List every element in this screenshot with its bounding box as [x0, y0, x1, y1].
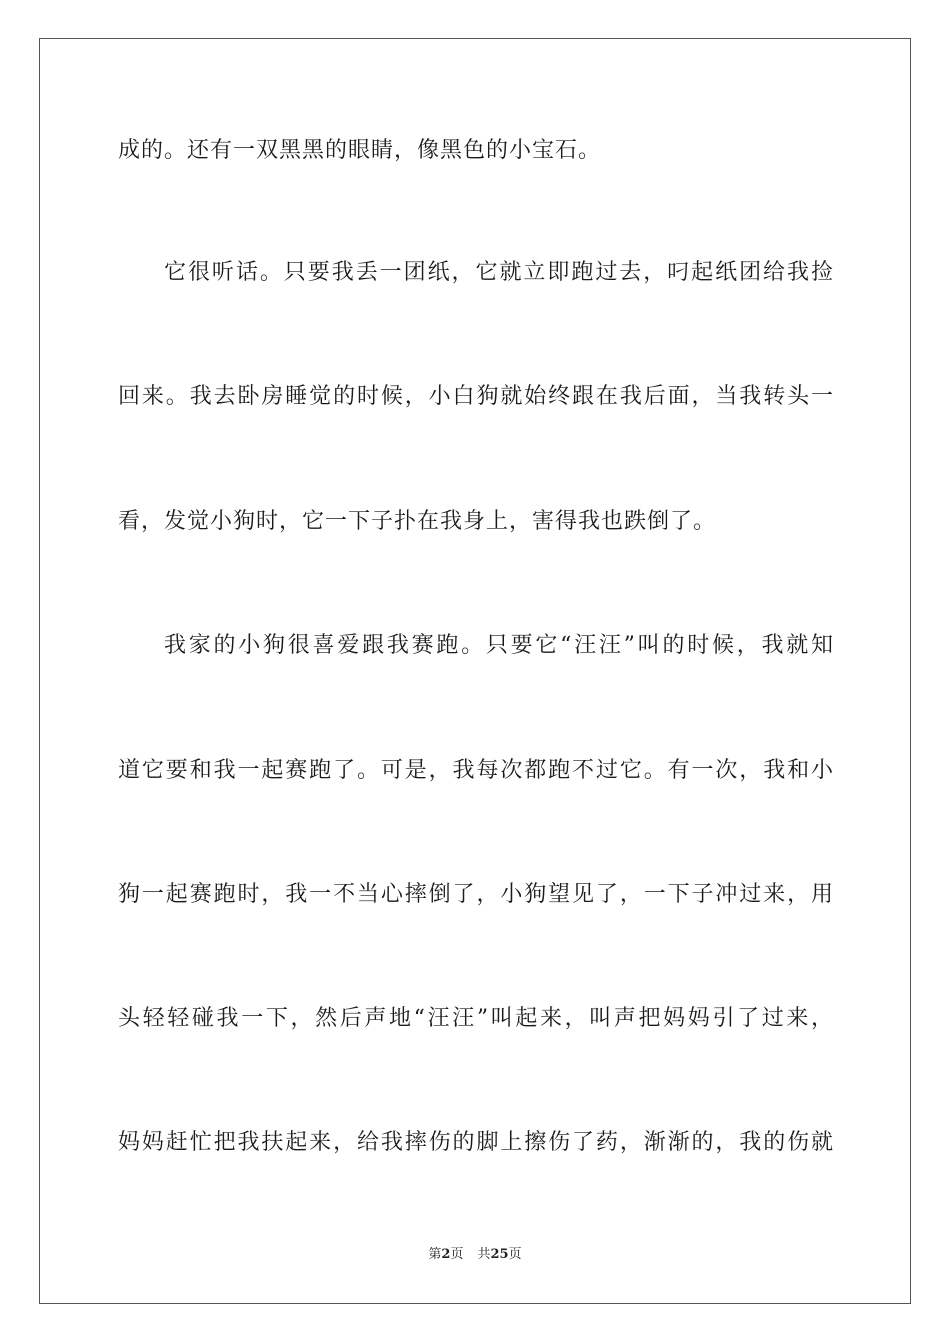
text-line-8: 头轻轻碰我一下，然后声地“汪汪”叫起来，叫声把妈妈引了过来， [118, 1006, 834, 1031]
total-suffix: 页 [508, 1247, 522, 1262]
paragraph-start-line-5: 我家的小狗很喜爱跟我赛跑。只要它“汪汪”叫的时候，我就知 [164, 633, 834, 658]
text-line-4: 看，发觉小狗时，它一下子扑在我身上，害得我也跌倒了。 [118, 509, 717, 534]
page-prefix: 第 [428, 1247, 442, 1262]
text-line-3: 回来。我去卧房睡觉的时候，小白狗就始终跟在我后面，当我转头一 [118, 384, 834, 409]
total-pages: 25 [490, 1247, 509, 1262]
page-footer [0, 1246, 950, 1264]
page-suffix: 页 [450, 1247, 464, 1262]
text-line-6: 道它要和我一起赛跑了。可是，我每次都跑不过它。有一次，我和小 [118, 758, 834, 783]
text-line-1: 成的。还有一双黑黑的眼睛，像黑色的小宝石。 [118, 138, 602, 163]
paragraph-start-line-2: 它很听话。只要我丢一团纸，它就立即跑过去，叼起纸团给我捡 [164, 260, 834, 285]
page-number: 2 [441, 1247, 451, 1262]
page-frame [39, 38, 911, 1304]
total-prefix: 共 [477, 1247, 491, 1262]
text-line-7: 狗一起赛跑时，我一不当心摔倒了，小狗望见了，一下子冲过来，用 [118, 882, 834, 907]
text-line-9: 妈妈赶忙把我扶起来，给我摔伤的脚上擦伤了药，渐渐的，我的伤就 [118, 1130, 834, 1155]
